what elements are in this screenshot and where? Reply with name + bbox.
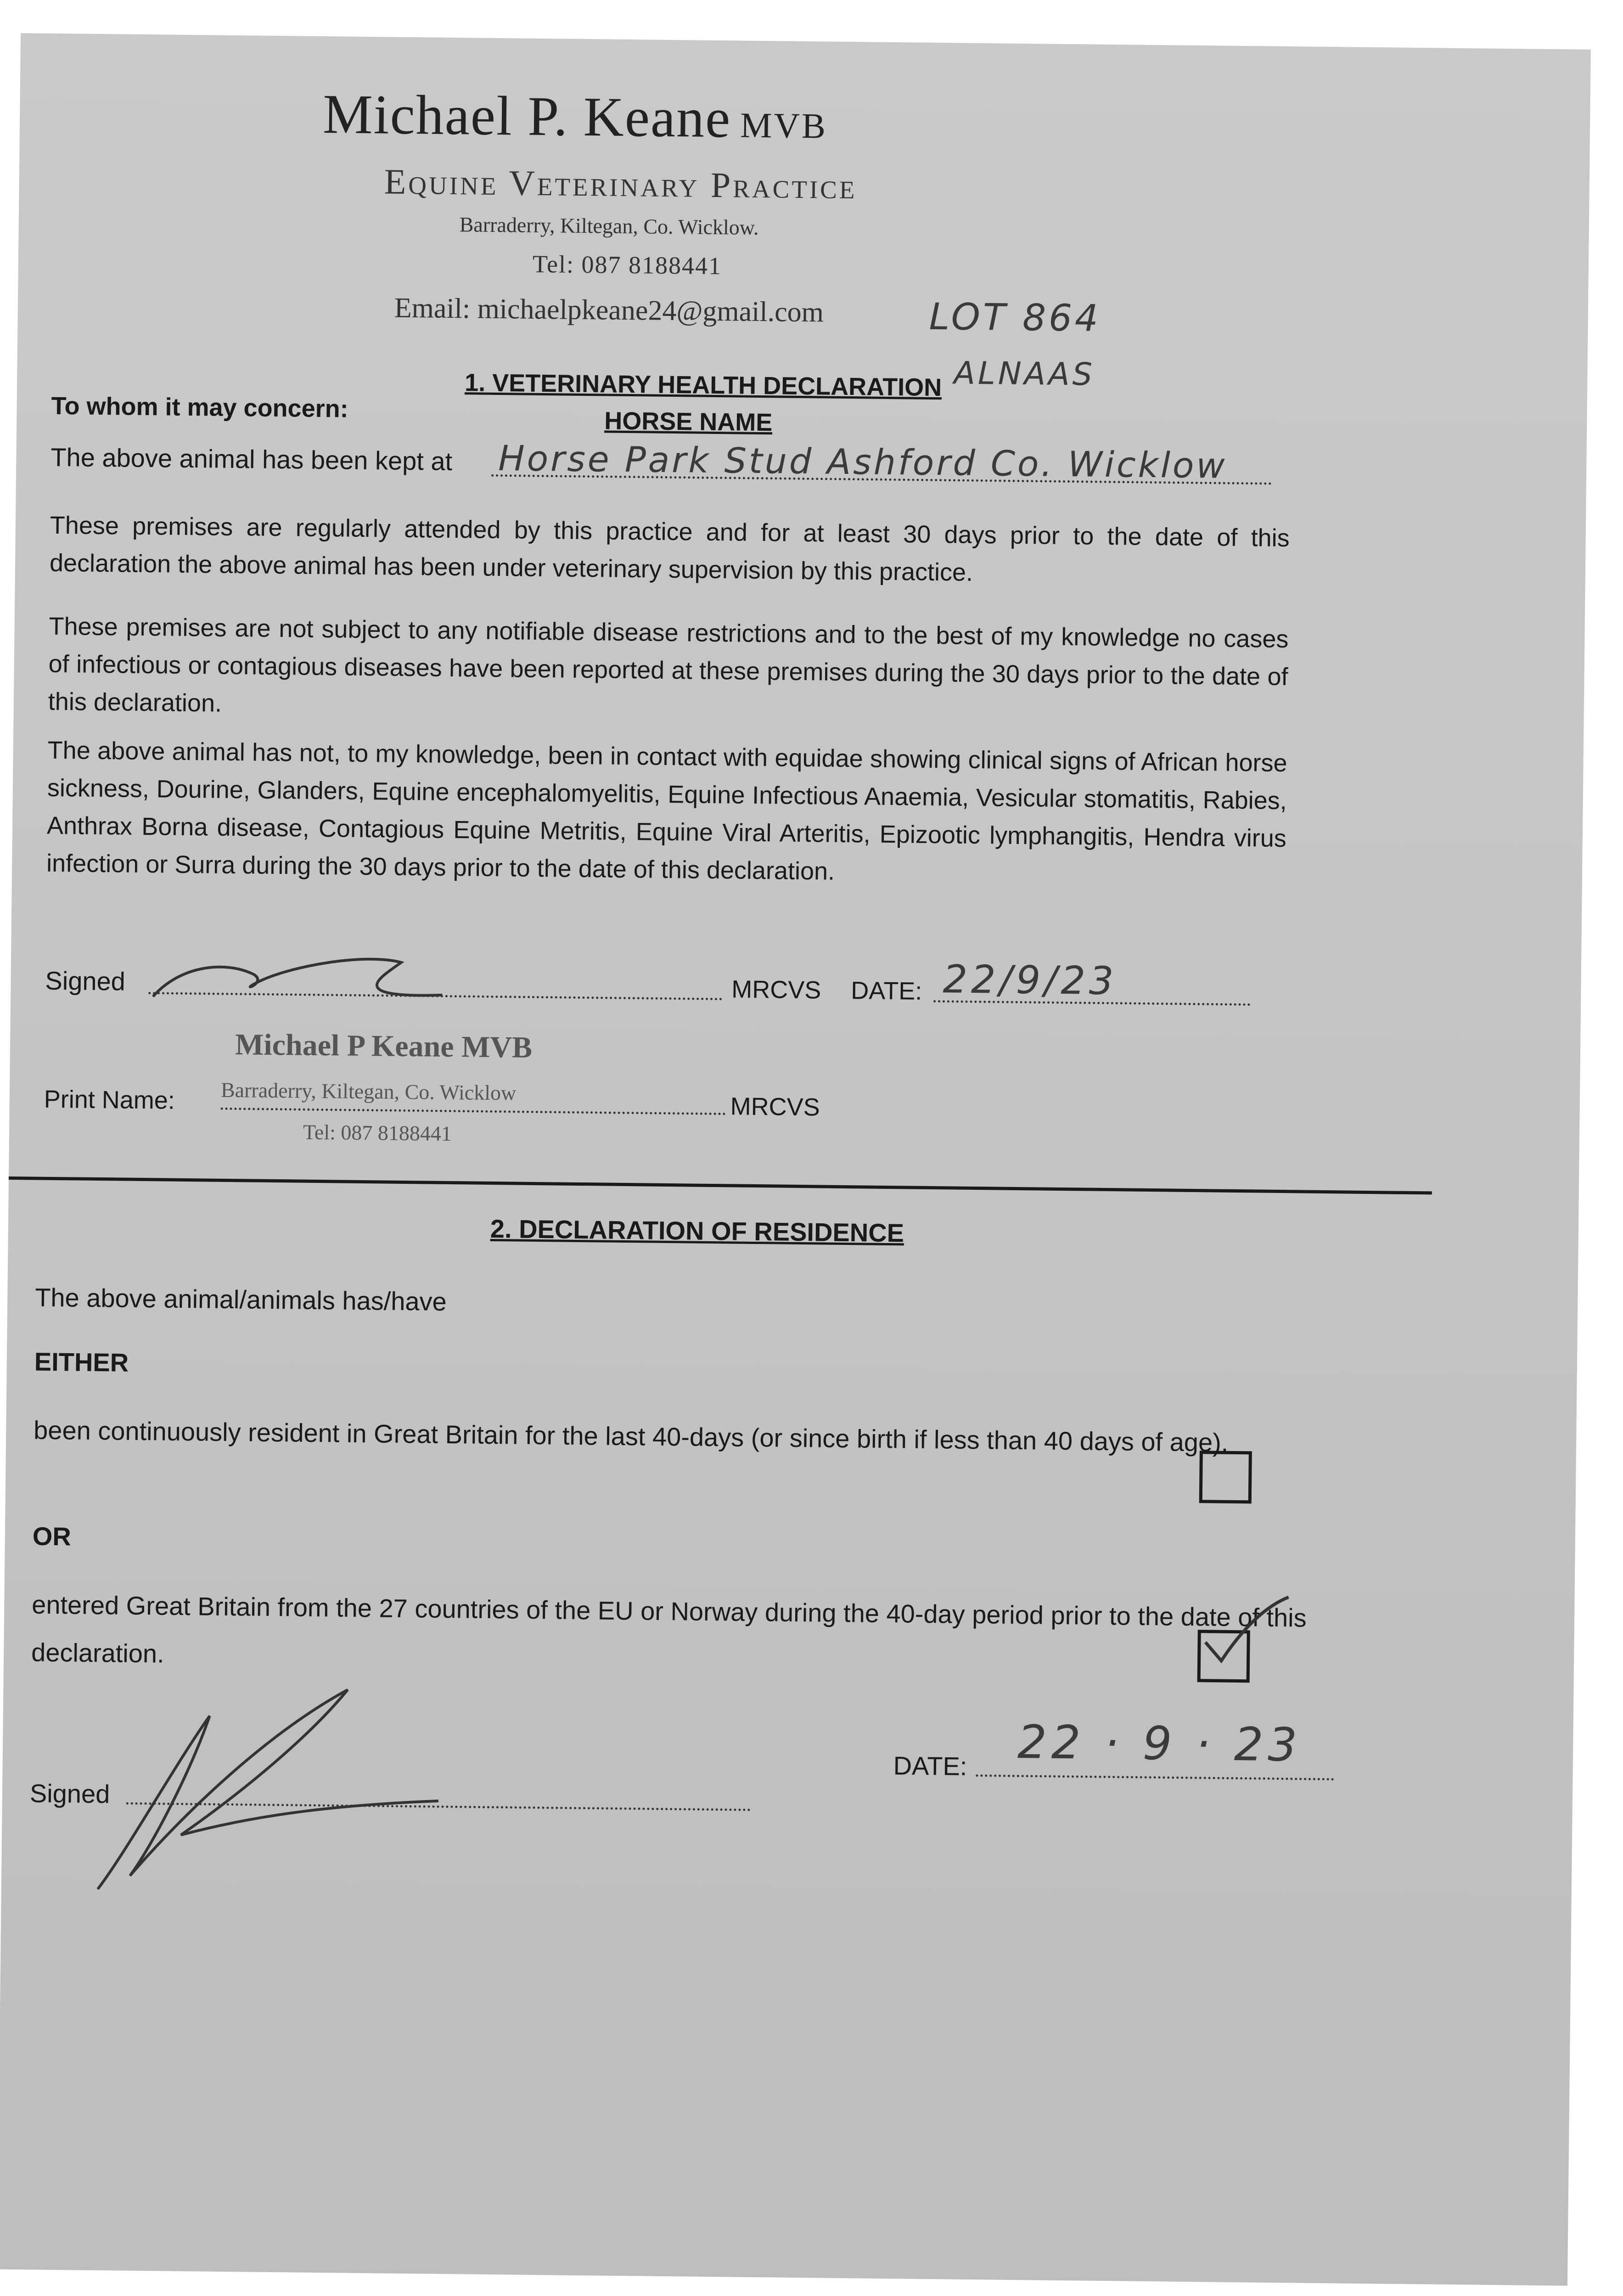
paragraph-restrictions: These premises are not subject to any notifiable disease restrictions and to the best of my knowledge no cases of infectious or contagious diseases have been reported at these premises during the 30 days prior to the date of this declaration. — [48, 612, 1289, 717]
lot-number-handwritten: LOT 864 — [929, 295, 1101, 340]
mrcvs-label-1: MRCVS — [731, 975, 821, 1004]
paragraph-supervision: These premises are regularly attended by this practice and for at least 30 days prior to the date of this declaration the above animal has been under veterinary supervision by this practice. — [49, 511, 1290, 586]
either-label: EITHER — [34, 1347, 129, 1377]
stamp-tel: Tel: 087 8188441 — [303, 1120, 452, 1146]
option1-checkbox[interactable] — [1199, 1451, 1252, 1503]
date-label-2: DATE: — [893, 1751, 967, 1781]
section1-heading: 1. VETERINARY HEALTH DECLARATION — [464, 369, 942, 402]
print-name-line — [221, 1108, 726, 1115]
practice-email: Email: michaelpkeane24@gmail.com — [394, 292, 824, 328]
kept-at-label: The above animal has been kept at — [51, 442, 453, 476]
section2-heading: 2. DECLARATION OF RESIDENCE — [490, 1214, 904, 1248]
practitioner-name: Michael P. Keane MVB — [322, 83, 828, 150]
practice-tel: Tel: 087 8188441 — [532, 250, 722, 280]
document-page — [0, 33, 1591, 2286]
practice-name: Equine Veterinary Practice — [384, 161, 858, 207]
date-label-1: DATE: — [851, 977, 922, 1005]
or-label: OR — [32, 1521, 72, 1551]
signed-label-2: Signed — [29, 1778, 110, 1809]
mrcvs-label-2: MRCVS — [730, 1092, 820, 1121]
date-line-2 — [976, 1774, 1334, 1780]
stamp-name: Michael P Keane MVB — [235, 1028, 533, 1064]
signature-1 — [144, 946, 466, 1013]
date-handwritten-1: 22/9/23 — [943, 957, 1118, 1004]
date-handwritten-2: 22 · 9 · 23 — [1017, 1715, 1302, 1772]
practice-address: Barraderry, Kiltegan, Co. Wicklow. — [459, 213, 759, 239]
residence-intro: The above animal/animals has/have — [34, 1283, 447, 1316]
horse-name-handwritten: ALNAAS — [954, 355, 1095, 393]
signed-label-1: Signed — [45, 966, 126, 996]
section-divider — [9, 1176, 1432, 1194]
option1-text: been continuously resident in Great Britain for the last 40-days (or since birth if less than 40 days of age). — [33, 1415, 1229, 1457]
stamp-address: Barraderry, Kiltegan, Co. Wicklow — [220, 1078, 517, 1105]
paragraph-diseases: The above animal has not, to my knowledge, been in contact with equidae showing clinical signs of African horse sickness, Dourine, Glanders, Equine encephalomyelitis, Equine Infectious Anaemia, Vesicular stomatitis, Rabies, Anthrax Borna disease, Contagious Equine Metritis, Equine Viral Arteritis, Epizootic lymphangitis, Hendra virus infection or Surra during the 30 days prior to the date of this declaration. — [46, 736, 1287, 885]
practitioner-suffix: MVB — [740, 105, 828, 146]
print-name-label: Print Name: — [44, 1085, 175, 1114]
signature-2 — [70, 1677, 486, 1902]
option2-text: entered Great Britain from the 27 countries of the EU or Norway during the 40-day period prior to the date of this declaration. — [31, 1590, 1307, 1668]
salutation: To whom it may concern: — [51, 392, 348, 423]
checkmark-icon — [1196, 1592, 1298, 1671]
horse-name-label: HORSE NAME — [604, 407, 773, 437]
option2-checkbox[interactable] — [1197, 1630, 1250, 1683]
premises-handwritten: Horse Park Stud Ashford Co. Wicklow — [498, 438, 1228, 486]
